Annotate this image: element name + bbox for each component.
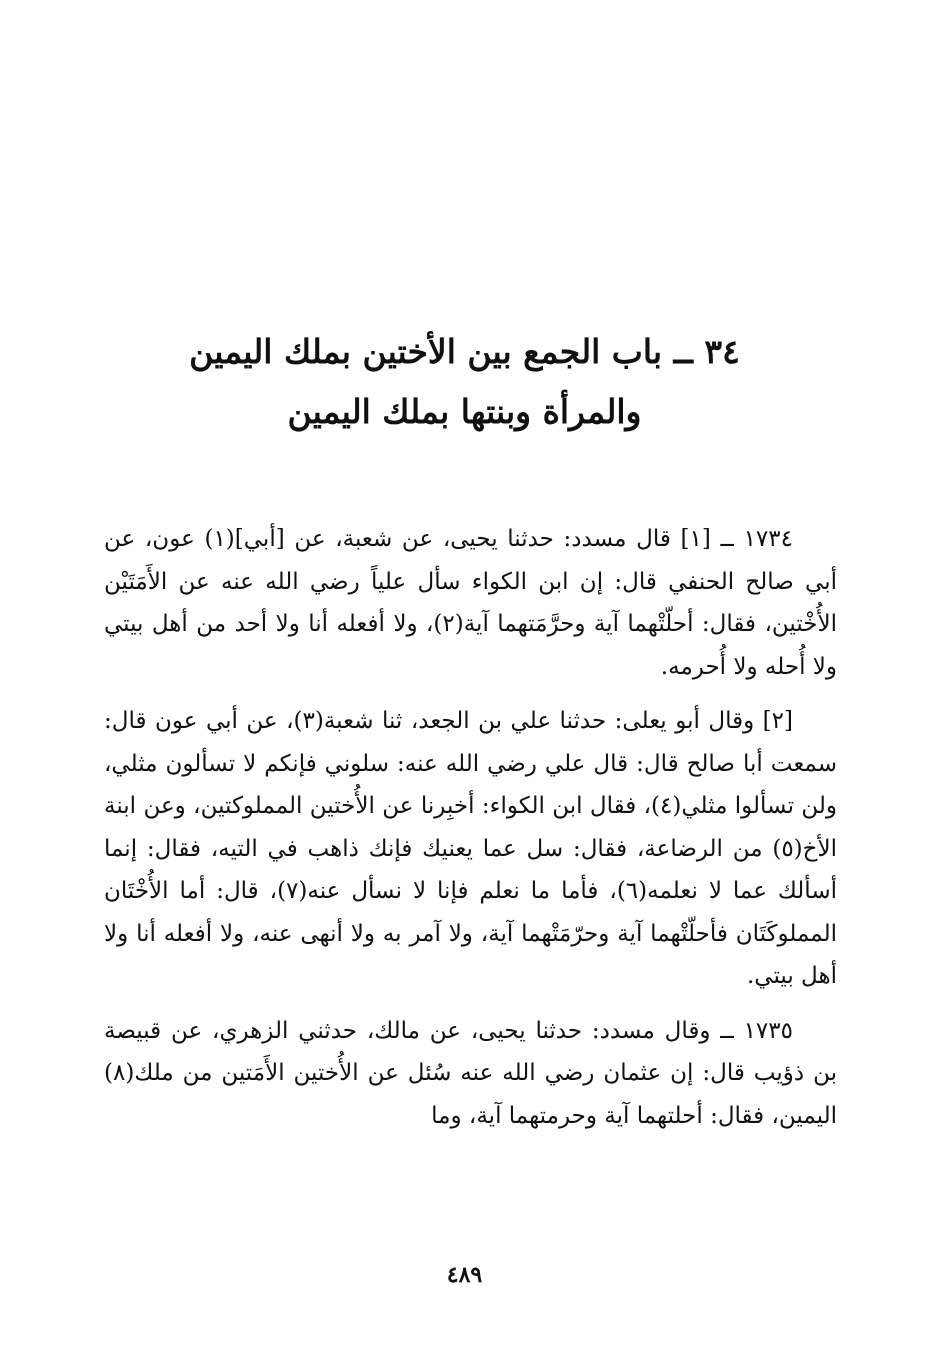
hadith-paragraph-1735: ١٧٣٥ ــ وقال مسدد: حدثنا يحيى، عن مالك، حدثني الزهري، عن قبيصة بن ذؤيب قال: إن عثمان رضي الله عنه سُئل عن الأُختين الأَمَتين من ملك(٨) اليمين، فقال: أحلتهما آية وحرمتهما آية، وما bbox=[104, 1017, 837, 1129]
body-text bbox=[104, 518, 837, 1149]
hadith-paragraph-1734: ١٧٣٤ ــ [١] قال مسدد: حدثنا يحيى، عن شعبة، عن [أبي](١) عون، عن أبي صالح الحنفي قال: إن ابن الكواء سأل علياً رضي الله عنه عن الأَمَتَيْن الأُخْتين، فقال: أحلّتْهما آية وحرَّمَتهما آية(٢)، ولا أفعله أنا ولا أحد من أهل بيتي ولا أُحله ولا أُحرمه. bbox=[104, 526, 837, 680]
page-number: ٤٨٩ bbox=[446, 1262, 483, 1288]
chapter-title bbox=[90, 322, 839, 442]
hadith-paragraph-2: [٢] وقال أبو يعلى: حدثنا علي بن الجعد، ثنا شعبة(٣)، عن أبي عون قال: سمعت أبا صالح قال: قال علي رضي الله عنه: سلوني فإنكم لا تسألون مثلي، ولن تسألوا مثلي(٤)، فقال ابن الكواء: أخبِرنا عن الأُختين المملوكتين، وعن ابنة الأخ(٥) من الرضاعة، فقال: سل عما يعنيك فإنك ذاهب في التيه، فقال: إنما أسألك عما لا نعلمه(٦)، فأما ما نعلم فإنا لا نسأل عنه(٧)، قال: أما الأُخْتَان المملوكَتَان فأحلّتْهما آية وحرّمَتْهما آية، ولا آمر به ولا أنهى عنه، ولا أفعله أنا ولا أهل بيتي. bbox=[104, 708, 837, 989]
chapter-title-line-2: والمرأة وبنتها بملك اليمين bbox=[287, 392, 642, 431]
chapter-title-line-1: ٣٤ ــ باب الجمع بين الأختين بملك اليمين bbox=[189, 332, 740, 371]
